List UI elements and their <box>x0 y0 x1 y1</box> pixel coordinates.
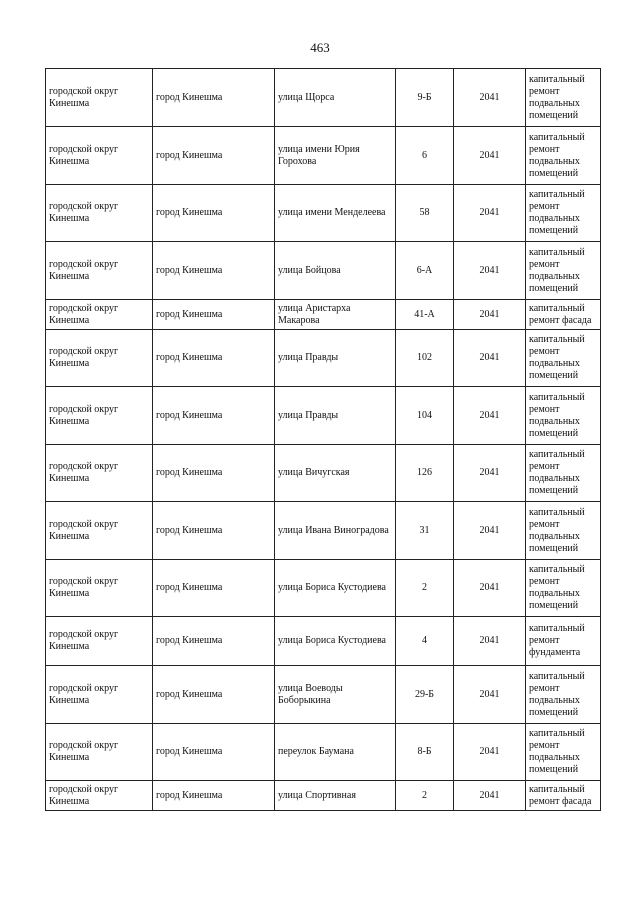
table-row <box>46 300 601 330</box>
year-cell: 2041 <box>454 724 526 781</box>
table-row <box>46 724 601 781</box>
municipality-cell: городской округ Кинешма <box>46 387 153 445</box>
settlement-cell: город Кинешма <box>153 242 275 300</box>
work-type-cell: капитальный ремонт подвальных помещений <box>526 445 601 502</box>
repair-registry-table <box>45 68 601 811</box>
street-cell: улица Бориса Кустодиева <box>275 617 396 666</box>
municipality-cell: городской округ Кинешма <box>46 242 153 300</box>
street-cell: улица Вичугская <box>275 445 396 502</box>
settlement-cell: город Кинешма <box>153 502 275 560</box>
table-row <box>46 560 601 617</box>
table-row <box>46 617 601 666</box>
table-row <box>46 127 601 185</box>
table-row <box>46 69 601 127</box>
table-row <box>46 330 601 387</box>
municipality-cell: городской округ Кинешма <box>46 502 153 560</box>
house-number-cell: 8-Б <box>396 724 454 781</box>
house-number-cell: 29-Б <box>396 666 454 724</box>
table-row <box>46 781 601 811</box>
municipality-cell: городской округ Кинешма <box>46 185 153 242</box>
municipality-cell: городской округ Кинешма <box>46 666 153 724</box>
municipality-cell: городской округ Кинешма <box>46 69 153 127</box>
house-number-cell: 2 <box>396 781 454 811</box>
table-row <box>46 502 601 560</box>
street-cell: улица Спортивная <box>275 781 396 811</box>
settlement-cell: город Кинешма <box>153 300 275 330</box>
work-type-cell: капитальный ремонт подвальных помещений <box>526 666 601 724</box>
year-cell: 2041 <box>454 69 526 127</box>
settlement-cell: город Кинешма <box>153 781 275 811</box>
year-cell: 2041 <box>454 666 526 724</box>
year-cell: 2041 <box>454 300 526 330</box>
year-cell: 2041 <box>454 185 526 242</box>
year-cell: 2041 <box>454 617 526 666</box>
year-cell: 2041 <box>454 560 526 617</box>
house-number-cell: 4 <box>396 617 454 666</box>
house-number-cell: 41-А <box>396 300 454 330</box>
work-type-cell: капитальный ремонт подвальных помещений <box>526 724 601 781</box>
page-number: 463 <box>310 40 330 55</box>
house-number-cell: 6-А <box>396 242 454 300</box>
year-cell: 2041 <box>454 502 526 560</box>
municipality-cell: городской округ Кинешма <box>46 330 153 387</box>
house-number-cell: 102 <box>396 330 454 387</box>
work-type-cell: капитальный ремонт подвальных помещений <box>526 69 601 127</box>
year-cell: 2041 <box>454 127 526 185</box>
year-cell: 2041 <box>454 330 526 387</box>
house-number-cell: 58 <box>396 185 454 242</box>
street-cell: улица Щорса <box>275 69 396 127</box>
work-type-cell: капитальный ремонт фасада <box>526 781 601 811</box>
settlement-cell: город Кинешма <box>153 330 275 387</box>
work-type-cell: капитальный ремонт подвальных помещений <box>526 502 601 560</box>
table-row <box>46 185 601 242</box>
municipality-cell: городской округ Кинешма <box>46 560 153 617</box>
work-type-cell: капитальный ремонт подвальных помещений <box>526 185 601 242</box>
street-cell: улица Воеводы Боборыкина <box>275 666 396 724</box>
house-number-cell: 2 <box>396 560 454 617</box>
municipality-cell: городской округ Кинешма <box>46 127 153 185</box>
settlement-cell: город Кинешма <box>153 127 275 185</box>
settlement-cell: город Кинешма <box>153 387 275 445</box>
house-number-cell: 31 <box>396 502 454 560</box>
municipality-cell: городской округ Кинешма <box>46 300 153 330</box>
year-cell: 2041 <box>454 781 526 811</box>
settlement-cell: город Кинешма <box>153 185 275 242</box>
settlement-cell: город Кинешма <box>153 724 275 781</box>
table-row <box>46 242 601 300</box>
street-cell: улица имени Юрия Горохова <box>275 127 396 185</box>
street-cell: улица Аристарха Макарова <box>275 300 396 330</box>
municipality-cell: городской округ Кинешма <box>46 724 153 781</box>
settlement-cell: город Кинешма <box>153 617 275 666</box>
house-number-cell: 104 <box>396 387 454 445</box>
municipality-cell: городской округ Кинешма <box>46 445 153 502</box>
year-cell: 2041 <box>454 387 526 445</box>
house-number-cell: 9-Б <box>396 69 454 127</box>
street-cell: улица Бойцова <box>275 242 396 300</box>
registry-table-body <box>46 69 601 811</box>
settlement-cell: город Кинешма <box>153 666 275 724</box>
table-row <box>46 445 601 502</box>
settlement-cell: город Кинешма <box>153 560 275 617</box>
work-type-cell: капитальный ремонт подвальных помещений <box>526 387 601 445</box>
street-cell: улица имени Менделеева <box>275 185 396 242</box>
street-cell: улица Правды <box>275 387 396 445</box>
house-number-cell: 126 <box>396 445 454 502</box>
work-type-cell: капитальный ремонт подвальных помещений <box>526 330 601 387</box>
settlement-cell: город Кинешма <box>153 69 275 127</box>
year-cell: 2041 <box>454 242 526 300</box>
settlement-cell: город Кинешма <box>153 445 275 502</box>
street-cell: улица Ивана Виноградова <box>275 502 396 560</box>
municipality-cell: городской округ Кинешма <box>46 617 153 666</box>
work-type-cell: капитальный ремонт фасада <box>526 300 601 330</box>
table-row <box>46 387 601 445</box>
work-type-cell: капитальный ремонт фундамента <box>526 617 601 666</box>
municipality-cell: городской округ Кинешма <box>46 781 153 811</box>
table-row <box>46 666 601 724</box>
street-cell: переулок Баумана <box>275 724 396 781</box>
street-cell: улица Правды <box>275 330 396 387</box>
year-cell: 2041 <box>454 445 526 502</box>
house-number-cell: 6 <box>396 127 454 185</box>
work-type-cell: капитальный ремонт подвальных помещений <box>526 242 601 300</box>
work-type-cell: капитальный ремонт подвальных помещений <box>526 560 601 617</box>
work-type-cell: капитальный ремонт подвальных помещений <box>526 127 601 185</box>
street-cell: улица Бориса Кустодиева <box>275 560 396 617</box>
